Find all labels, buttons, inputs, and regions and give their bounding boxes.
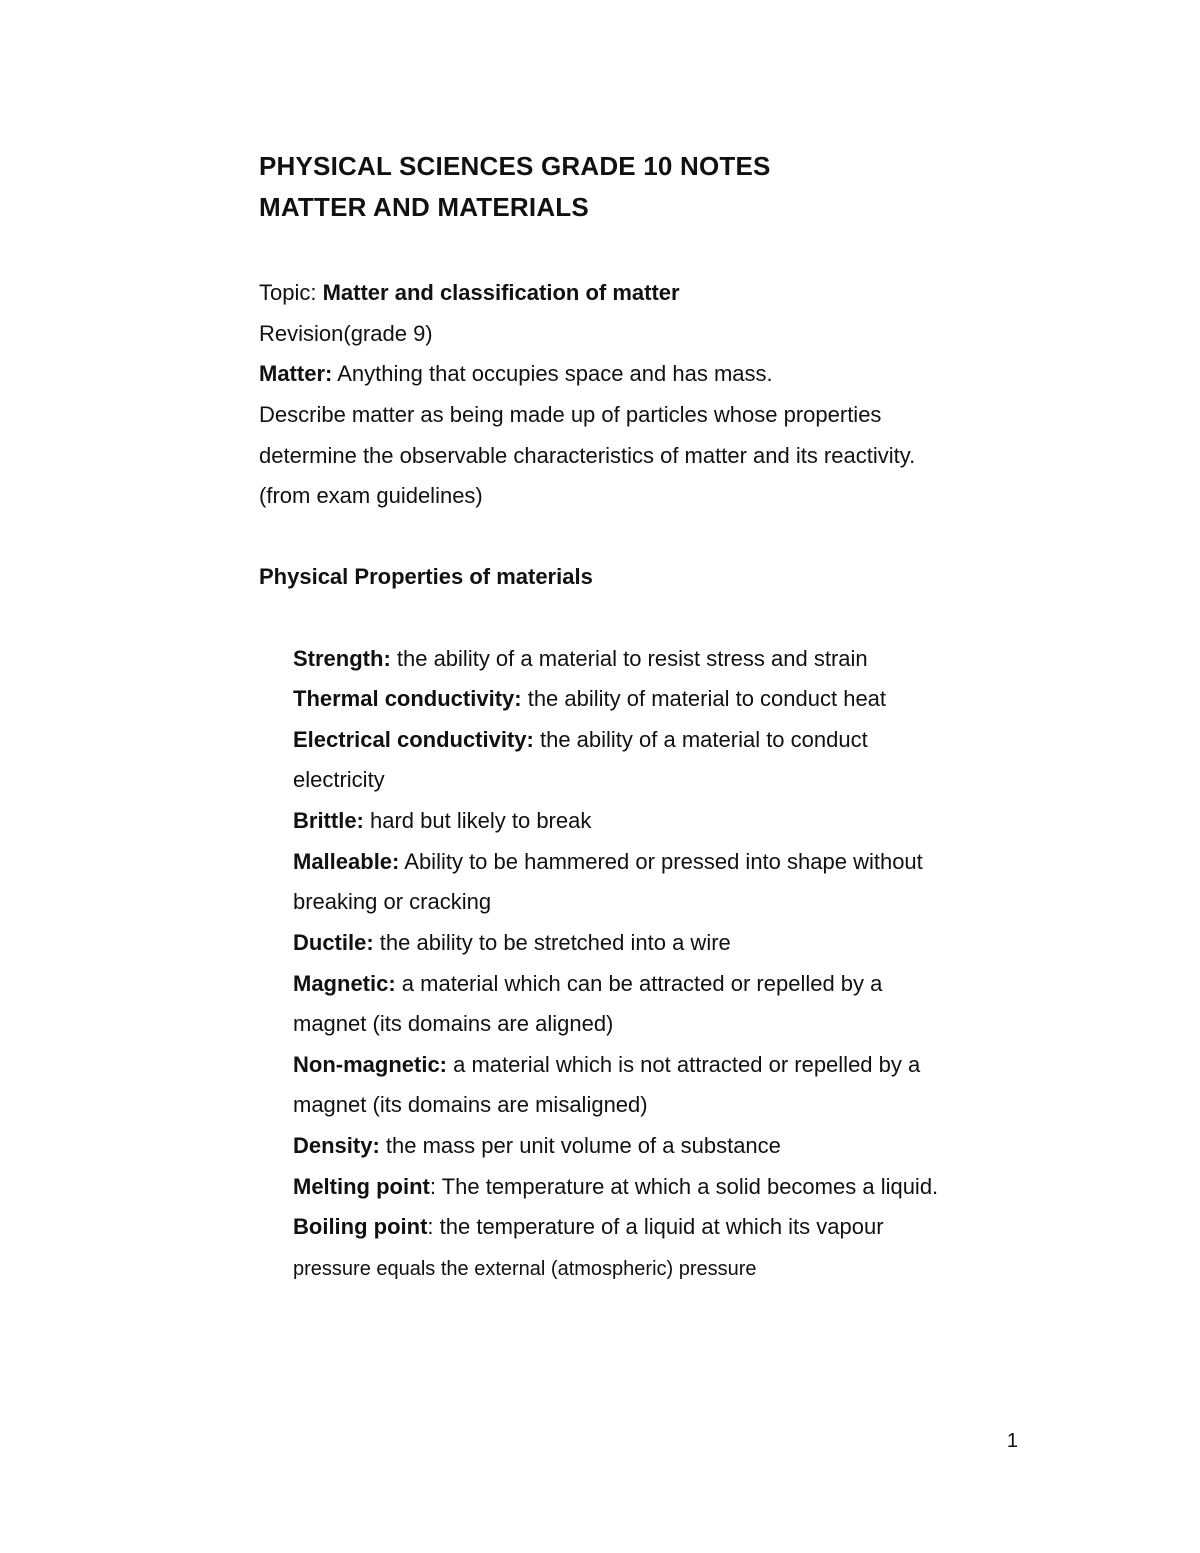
source-note: (from exam guidelines) [259, 483, 483, 508]
property-term: Electrical conductivity: [293, 727, 534, 752]
matter-definition [259, 360, 773, 388]
property-strength [293, 645, 868, 673]
property-continuation: electricity [293, 767, 385, 792]
property-definition: hard but likely to break [363, 808, 592, 833]
describe-line-1: Describe matter as being made up of particles whose properties [259, 402, 882, 427]
document-title: PHYSICAL SCIENCES GRADE 10 NOTES [259, 151, 771, 181]
property-term: Non-magnetic: [293, 1052, 447, 1077]
matter-def: Anything that occupies space and has mass. [332, 361, 773, 386]
matter-term: Matter: [259, 361, 333, 386]
page-number: 1 [1006, 1430, 1018, 1452]
property-term: Strength: [293, 646, 391, 671]
property-definition: the mass per unit volume of a substance [379, 1133, 781, 1158]
topic-value: Matter and classification of matter [322, 280, 680, 305]
property-definition: : The temperature at which a solid becomes a liquid. [429, 1174, 939, 1199]
property-continuation: breaking or cracking [293, 889, 492, 914]
property-term: Thermal conductivity: [293, 686, 522, 711]
property-definition: : the temperature of a liquid at which its vapour [427, 1214, 884, 1239]
property-melting-point [293, 1173, 938, 1201]
property-definition: a material which is not attracted or repelled by a [447, 1052, 921, 1077]
property-magnetic [293, 970, 882, 998]
property-definition: the ability of a material to conduct [533, 727, 868, 752]
property-definition: the ability of material to conduct heat [521, 686, 887, 711]
topic-label: Topic: [259, 280, 323, 305]
property-term: Brittle: [293, 808, 364, 833]
property-definition: Ability to be hammered or pressed into shape without [399, 849, 923, 874]
property-term: Malleable: [293, 849, 400, 874]
property-continuation: magnet (its domains are aligned) [293, 1011, 614, 1036]
property-density [293, 1132, 781, 1160]
property-ductile [293, 929, 731, 957]
property-term: Boiling point [293, 1214, 428, 1239]
property-definition: the ability of a material to resist stress and strain [390, 646, 868, 671]
revision-line: Revision(grade 9) [259, 321, 433, 346]
property-term: Magnetic: [293, 971, 396, 996]
describe-line-2: determine the observable characteristics of matter and its reactivity. [259, 443, 916, 468]
property-brittle [293, 807, 591, 835]
property-definition: a material which can be attracted or repelled by a [395, 971, 883, 996]
property-term: Melting point [293, 1174, 430, 1199]
section-title: Physical Properties of materials [259, 564, 593, 589]
property-malleable [293, 848, 923, 876]
property-term: Density: [293, 1133, 380, 1158]
property-boiling-point [293, 1213, 884, 1241]
property-non-magnetic [293, 1051, 920, 1079]
property-term: Ductile: [293, 930, 374, 955]
property-continuation: pressure equals the external (atmospheric) pressure [293, 1258, 757, 1280]
property-definition: the ability to be stretched into a wire [373, 930, 731, 955]
property-electrical-conductivity [293, 726, 868, 754]
topic-line [259, 279, 680, 307]
document-subtitle: MATTER AND MATERIALS [259, 192, 589, 222]
property-continuation: magnet (its domains are misaligned) [293, 1092, 648, 1117]
property-thermal-conductivity [293, 685, 886, 713]
